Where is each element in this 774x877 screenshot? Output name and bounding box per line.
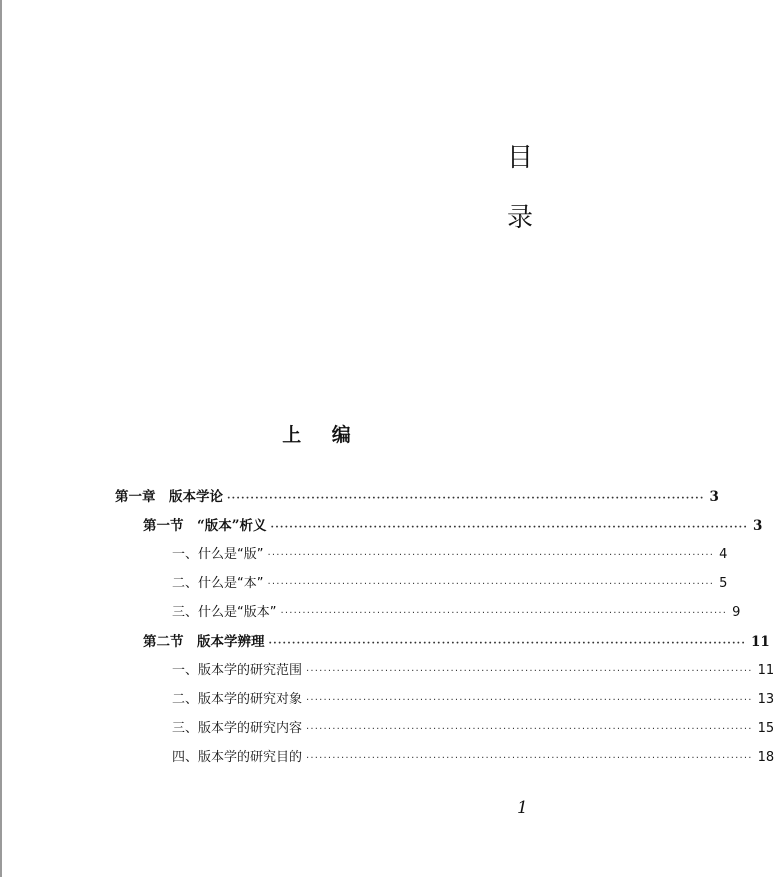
toc-entry-page: 3 xyxy=(753,518,763,534)
toc-entry-section-2[interactable] xyxy=(143,630,770,652)
toc-entry-label: 第一节 “版本”析义 xyxy=(143,518,267,534)
toc-leader-dots: ······································································································ xyxy=(268,638,747,649)
toc-entry-item[interactable] xyxy=(172,601,741,623)
toc-leader-dots: ······································································································ xyxy=(306,695,753,706)
toc-entry-label: 三、什么是“版本” xyxy=(172,605,277,620)
toc-leader-dots: ······································································································ xyxy=(270,522,749,533)
toc-entry-page: 4 xyxy=(719,547,728,562)
toc-leader-dots: ······································································································ xyxy=(306,666,753,677)
toc-entry-label: 四、版本学的研究目的 xyxy=(172,750,303,765)
toc-entry-label: 第二节 版本学辨理 xyxy=(143,634,265,650)
toc-entry-page: 11 xyxy=(751,634,770,650)
toc-entry-chapter-1[interactable] xyxy=(115,485,719,507)
toc-entry-item[interactable] xyxy=(172,717,774,739)
toc-entry-item[interactable] xyxy=(172,543,728,565)
toc-entry-label: 一、什么是“版” xyxy=(172,547,264,562)
toc-entry-page: 18 xyxy=(757,750,774,765)
toc-entry-label: 三、版本学的研究内容 xyxy=(172,721,303,736)
toc-entry-page: 11 xyxy=(757,663,774,678)
toc-entry-page: 5 xyxy=(719,576,728,591)
toc-entry-page: 9 xyxy=(732,605,741,620)
toc-entry-label: 第一章 版本学论 xyxy=(115,489,223,505)
toc-entry-label: 一、版本学的研究范围 xyxy=(172,663,303,678)
toc-leader-dots: ······································································································ xyxy=(280,608,728,619)
toc-leader-dots: ······································································································ xyxy=(227,493,705,504)
contents-title-char-2: 录 xyxy=(506,203,533,233)
toc-entry-label: 二、版本学的研究对象 xyxy=(172,692,303,707)
toc-entry-section-1[interactable] xyxy=(143,514,763,536)
contents-title-char-1: 目 xyxy=(506,143,533,173)
toc-leader-dots: ······································································································ xyxy=(267,550,715,561)
toc-entry-page: 13 xyxy=(757,692,774,707)
page-number: 1 xyxy=(517,798,528,818)
toc-leader-dots: ······································································································ xyxy=(306,753,753,764)
contents-title xyxy=(500,128,540,248)
toc-entry-item[interactable] xyxy=(172,746,774,768)
toc-entry-label: 二、什么是“本” xyxy=(172,576,264,591)
toc-leader-dots: ······································································································ xyxy=(306,724,753,735)
toc-leader-dots: ······································································································ xyxy=(267,579,715,590)
toc-entry-item[interactable] xyxy=(172,659,774,681)
toc-entry-page: 3 xyxy=(709,489,719,505)
toc-entry-item[interactable] xyxy=(172,572,728,594)
toc-entry-page: 15 xyxy=(757,721,774,736)
toc-entry-item[interactable] xyxy=(172,688,774,710)
part-title: 上 编 xyxy=(282,424,363,446)
